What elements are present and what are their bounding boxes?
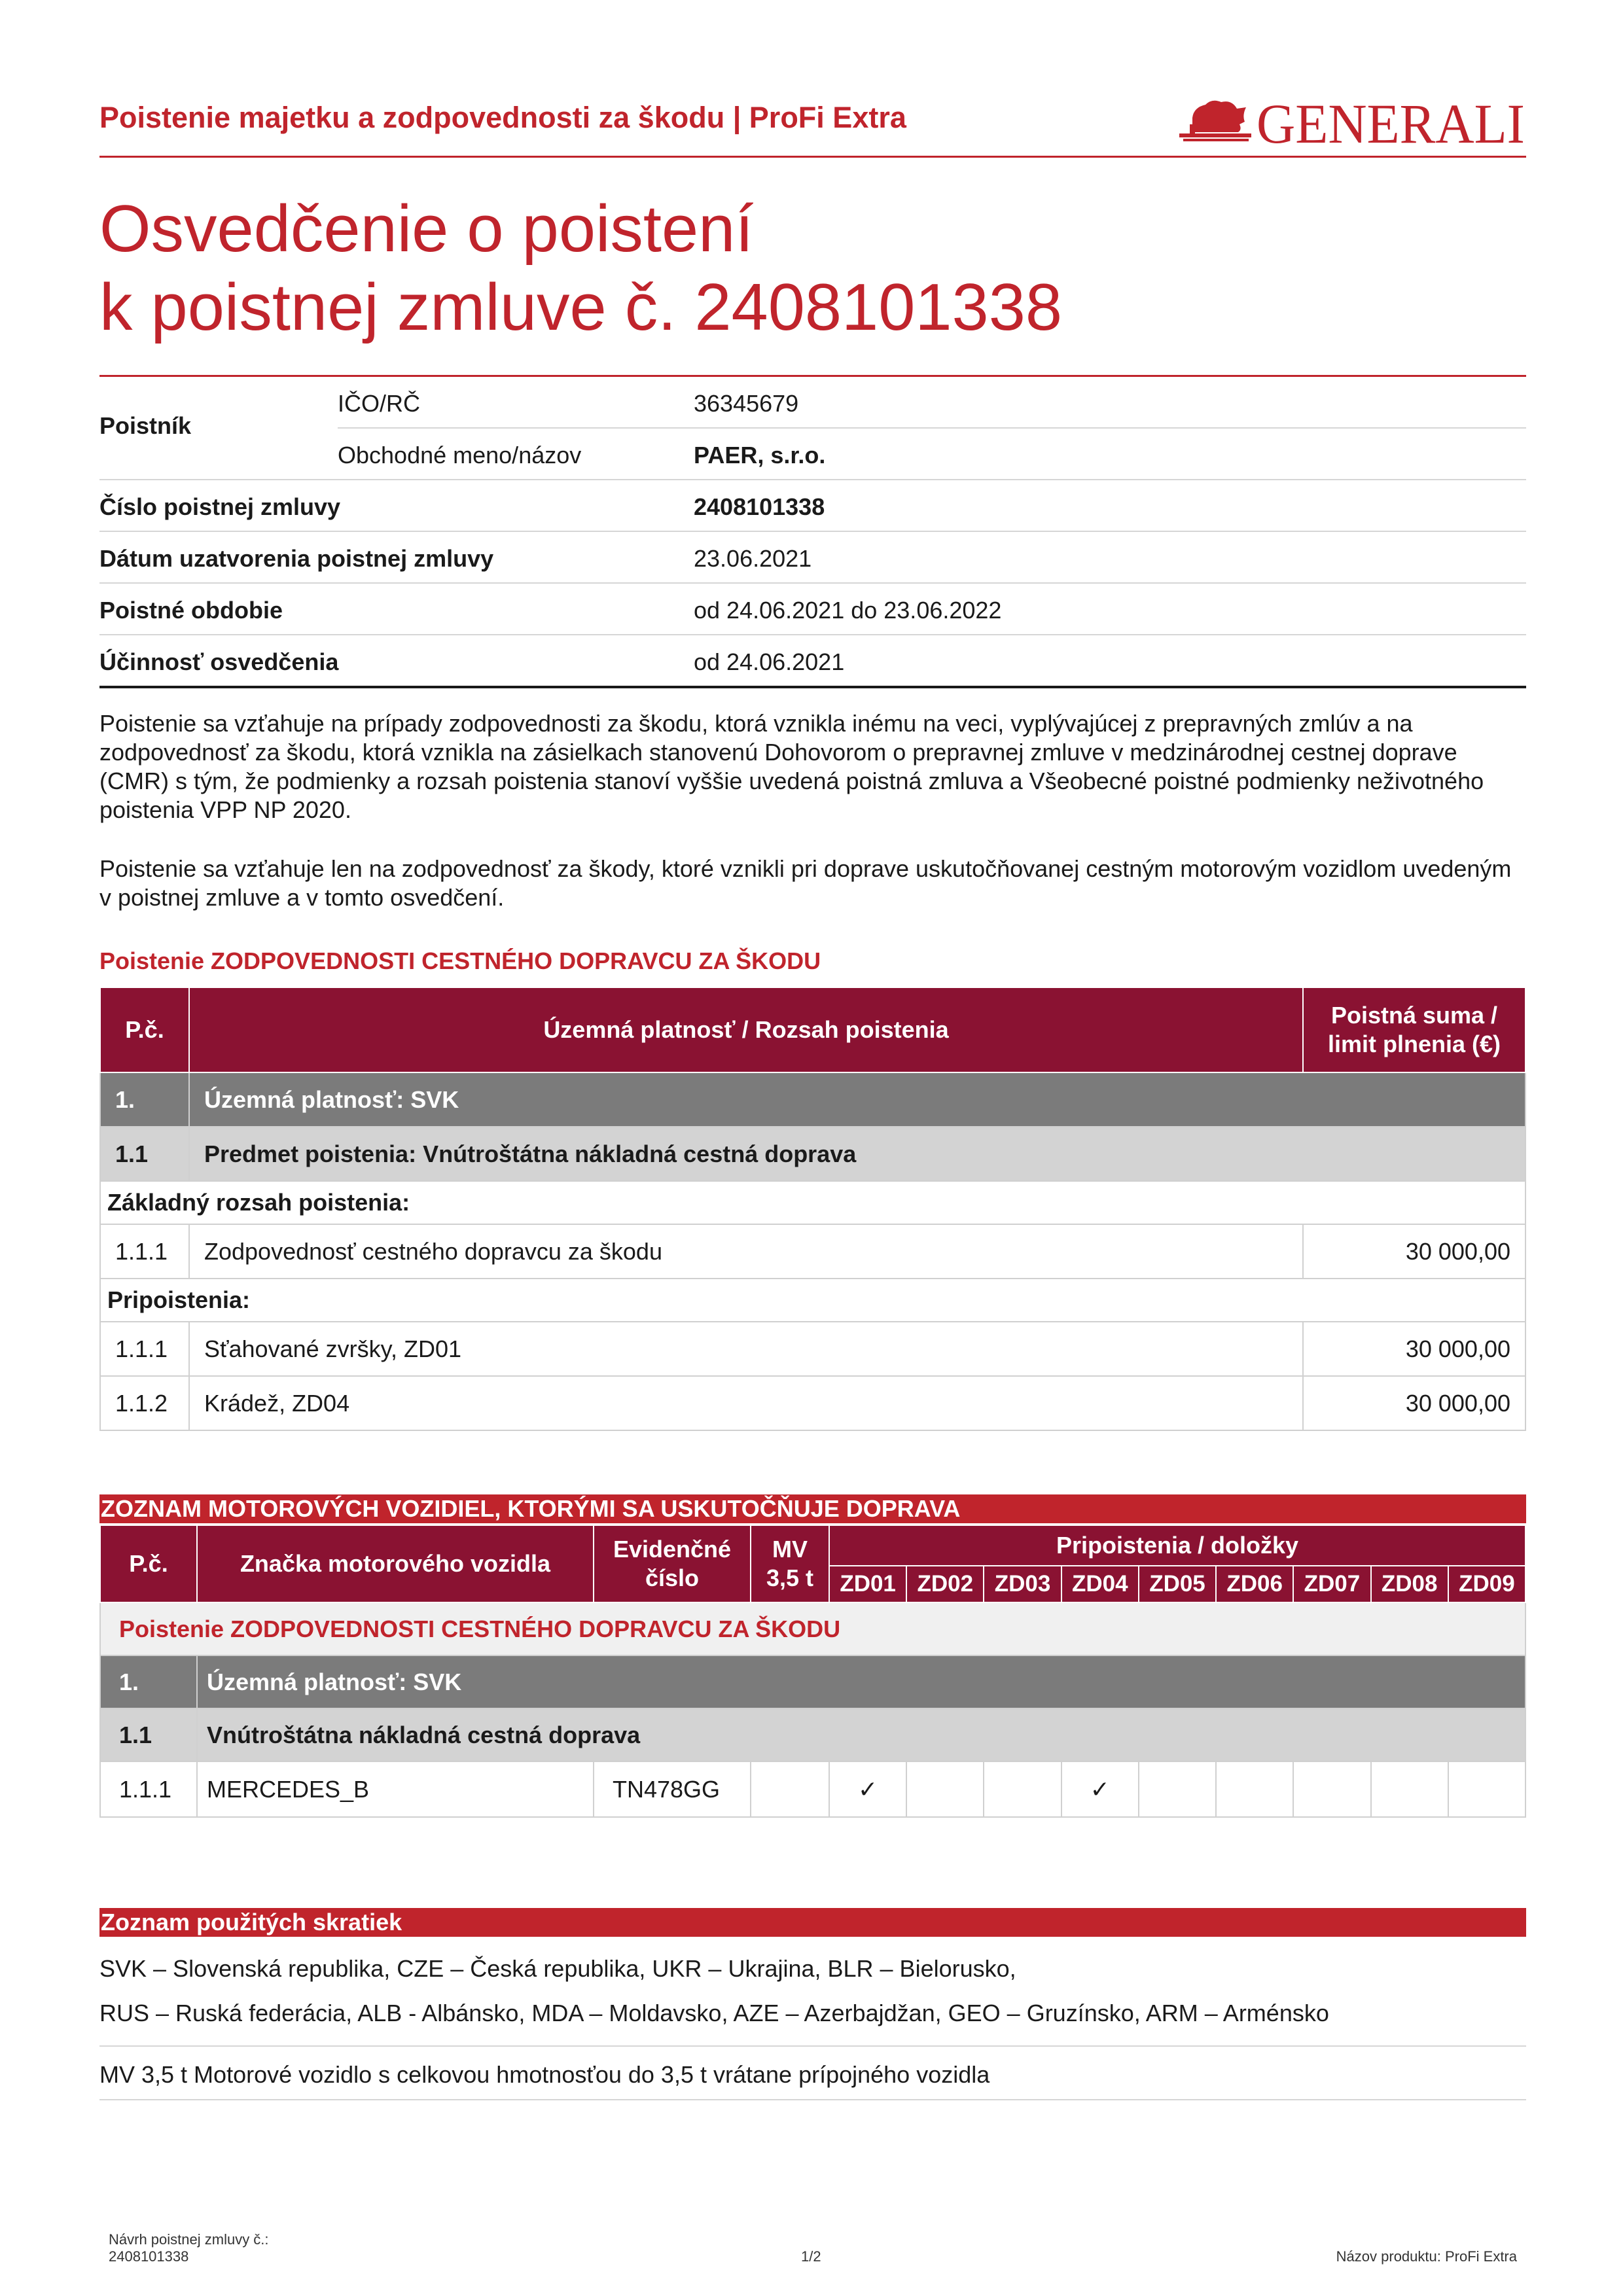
policy-info-table <box>99 375 1526 688</box>
info-value: od 24.06.2021 <box>694 648 845 675</box>
col-header-zd: ZD01 <box>829 1566 906 1602</box>
territory-no: 1. <box>100 1072 189 1127</box>
info-label: Poistné obdobie <box>99 597 283 624</box>
coverage-table <box>99 987 1526 1431</box>
riders-label-row <box>100 1279 1525 1322</box>
col-header-sum-line-1: Poistná suma / <box>1330 1002 1498 1029</box>
col-header-zd: ZD03 <box>984 1566 1061 1602</box>
subject-no: 1.1 <box>100 1127 189 1181</box>
coverage-paragraph-2: Poistenie sa vzťahuje len na zodpovednosť za škody, ktoré vznikli pri doprave uskutočňovanej cestným motorovým vozidlom uvedeným v poistnej zmluve a v tomto osvedčení. <box>99 855 1512 911</box>
territory-row <box>100 1655 1525 1708</box>
abbreviations-band: Zoznam použitých skratiek <box>99 1908 1526 1937</box>
name-label: Obchodné meno/názov <box>338 442 582 468</box>
row-no: 1.1.1 <box>100 1224 189 1279</box>
col-header-mv-line-1: MV <box>772 1536 808 1563</box>
coverage-header-row <box>100 987 1525 1072</box>
policyholder-label: Poistník <box>99 412 192 439</box>
col-header-plate <box>594 1525 751 1602</box>
domestic-row <box>100 1708 1525 1761</box>
info-label: Účinnosť osvedčenia <box>99 648 339 675</box>
zd-check-cell <box>1139 1761 1216 1817</box>
name-row <box>338 429 1526 479</box>
col-header-zd: ZD07 <box>1293 1566 1370 1602</box>
abbreviations-line-2: RUS – Ruská federácia, ALB - Albánsko, MDA – Moldavsko, AZE – Azerbajdžan, GEO – Gruzínsko, ARM – Arménsko <box>99 2000 1329 2026</box>
zd-check-cell: ✓ <box>1061 1761 1139 1817</box>
zd-check-cell <box>1293 1761 1370 1817</box>
row-name: Krádež, ZD04 <box>189 1376 1303 1430</box>
basic-scope-label: Základný rozsah poistenia: <box>100 1181 1525 1224</box>
generali-logo <box>1179 96 1526 148</box>
col-header-mv-line-2: 3,5 t <box>766 1564 814 1591</box>
table-row <box>100 1322 1525 1376</box>
row-no: 1.1.2 <box>100 1376 189 1430</box>
vehicles-table <box>99 1525 1526 1818</box>
vehicle-plate: TN478GG <box>594 1761 751 1817</box>
vehicle-no: 1.1.1 <box>100 1761 197 1817</box>
ico-row <box>338 377 1526 429</box>
row-no: 1.1.1 <box>100 1322 189 1376</box>
info-value: od 24.06.2021 do 23.06.2022 <box>694 597 1002 624</box>
footer-page-number: 1/2 <box>801 2248 821 2265</box>
basic-scope-label-row <box>100 1181 1525 1224</box>
col-header-brand: Značka motorového vozidla <box>197 1525 594 1602</box>
policy-number-row <box>99 480 1526 532</box>
row-sum: 30 000,00 <box>1303 1376 1525 1430</box>
coverage-section-title: Poistenie ZODPOVEDNOSTI CESTNÉHO DOPRAVCU ZA ŠKODU <box>99 947 821 974</box>
effectiveness-row <box>99 635 1526 688</box>
insurance-period-row <box>99 584 1526 635</box>
col-header-riders: Pripoistenia / doložky <box>829 1525 1525 1566</box>
subject-label: Predmet poistenia: Vnútroštátna nákladná cestná doprava <box>189 1127 1525 1181</box>
info-value: 2408101338 <box>694 493 825 520</box>
territory-label: Územná platnosť: SVK <box>197 1655 1525 1708</box>
zd-check-cell <box>1216 1761 1293 1817</box>
info-label: Číslo poistnej zmluvy <box>99 493 341 520</box>
logo-wordmark: GENERALI <box>1257 96 1525 148</box>
zd-check-cell <box>1371 1761 1448 1817</box>
abbreviations-line-1: SVK – Slovenská republika, CZE – Česká republika, UKR – Ukrajina, BLR – Bielorusko, <box>99 1955 1016 1982</box>
policyholder-row <box>99 377 1526 480</box>
page-header <box>99 96 1526 158</box>
row-sum: 30 000,00 <box>1303 1224 1525 1279</box>
vehicles-header-row-1 <box>100 1525 1525 1566</box>
vehicle-brand: MERCEDES_B <box>197 1761 594 1817</box>
info-value: 23.06.2021 <box>694 545 812 572</box>
territory-row <box>100 1072 1525 1127</box>
col-header-sum <box>1303 987 1525 1072</box>
col-header-plate-line-1: Evidenčné <box>613 1536 732 1563</box>
territory-label: Územná platnosť: SVK <box>189 1072 1525 1127</box>
abbreviations-line-3: MV 3,5 t Motorové vozidlo s celkovou hmotnosťou do 3,5 t vrátane prípojného vozidla <box>99 2061 990 2088</box>
vehicle-row <box>100 1761 1525 1817</box>
abbreviations-divider <box>99 2099 1526 2100</box>
name-value: PAER, s.r.o. <box>694 442 826 468</box>
abbreviations-divider <box>99 2045 1526 2047</box>
table-row <box>100 1224 1525 1279</box>
lion-emblem-icon <box>1179 101 1251 141</box>
col-header-zd: ZD09 <box>1448 1566 1525 1602</box>
col-header-zd: ZD05 <box>1139 1566 1216 1602</box>
footer-product-name: Názov produktu: ProFi Extra <box>1336 2248 1517 2265</box>
col-header-zd: ZD04 <box>1061 1566 1139 1602</box>
col-header-sum-line-2: limit plnenia (€) <box>1327 1031 1501 1057</box>
certificate-title <box>99 190 1062 347</box>
ico-label: IČO/RČ <box>338 390 420 417</box>
col-header-scope: Územná platnosť / Rozsah poistenia <box>189 987 1303 1072</box>
title-line-2: k poistnej zmluve č. 2408101338 <box>99 271 1063 344</box>
zd-check-cell: ✓ <box>829 1761 906 1817</box>
domestic-label: Vnútroštátna nákladná cestná doprava <box>197 1708 1525 1761</box>
domestic-no: 1.1 <box>100 1708 197 1761</box>
col-header-zd: ZD08 <box>1371 1566 1448 1602</box>
coverage-paragraph-1: Poistenie sa vzťahuje na prípady zodpovednosti za škodu, ktorá vznikla inému na veci, vyplývajúcej z prepravných zmlúv a na zodpovednosť za škodu, ktorá vznikla na zásielkach stanovenú Dohovorom o prepravnej zmluve v medzinárodnej cestnej doprave (CMR) s tým, že podmienky a rozsah poistenia stanoví vyššie uvedená poistná zmluva a Všeobecné poistné podmienky neživotného poistenia VPP NP 2020. <box>99 710 1484 823</box>
table-row <box>100 1376 1525 1430</box>
row-name: Zodpovednosť cestného dopravcu za škodu <box>189 1224 1303 1279</box>
footer-draft-number: 2408101338 <box>109 2248 189 2265</box>
vehicles-subsection-label: Poistenie ZODPOVEDNOSTI CESTNÉHO DOPRAVCU ZA ŠKODU <box>100 1602 1525 1655</box>
vehicles-section-band: ZOZNAM MOTOROVÝCH VOZIDIEL, KTORÝMI SA USKUTOČŇUJE DOPRAVA <box>99 1494 1526 1523</box>
territory-no: 1. <box>100 1655 197 1708</box>
vehicle-mv <box>751 1761 829 1817</box>
zd-check-cell <box>984 1761 1061 1817</box>
zd-check-cell <box>1448 1761 1525 1817</box>
product-line-title: Poistenie majetku a zodpovednosti za škodu | ProFi Extra <box>99 101 906 134</box>
col-header-zd: ZD06 <box>1216 1566 1293 1602</box>
subject-row <box>100 1127 1525 1181</box>
riders-label: Pripoistenia: <box>100 1279 1525 1322</box>
col-header-no: P.č. <box>100 1525 197 1602</box>
header-divider <box>99 156 1526 158</box>
title-line-1: Osvedčenie o poistení <box>99 192 754 266</box>
row-sum: 30 000,00 <box>1303 1322 1525 1376</box>
col-header-plate-line-2: číslo <box>645 1564 700 1591</box>
col-header-no: P.č. <box>100 987 189 1072</box>
col-header-mv <box>751 1525 829 1602</box>
col-header-zd: ZD02 <box>906 1566 984 1602</box>
info-label: Dátum uzatvorenia poistnej zmluvy <box>99 545 494 572</box>
row-name: Sťahované zvršky, ZD01 <box>189 1322 1303 1376</box>
footer-draft-label: Návrh poistnej zmluvy č.: <box>109 2231 269 2248</box>
conclusion-date-row <box>99 532 1526 584</box>
ico-value: 36345679 <box>694 390 799 417</box>
vehicles-subsection-row <box>100 1602 1525 1655</box>
footer-draft <box>109 2231 269 2265</box>
zd-check-cell <box>906 1761 984 1817</box>
